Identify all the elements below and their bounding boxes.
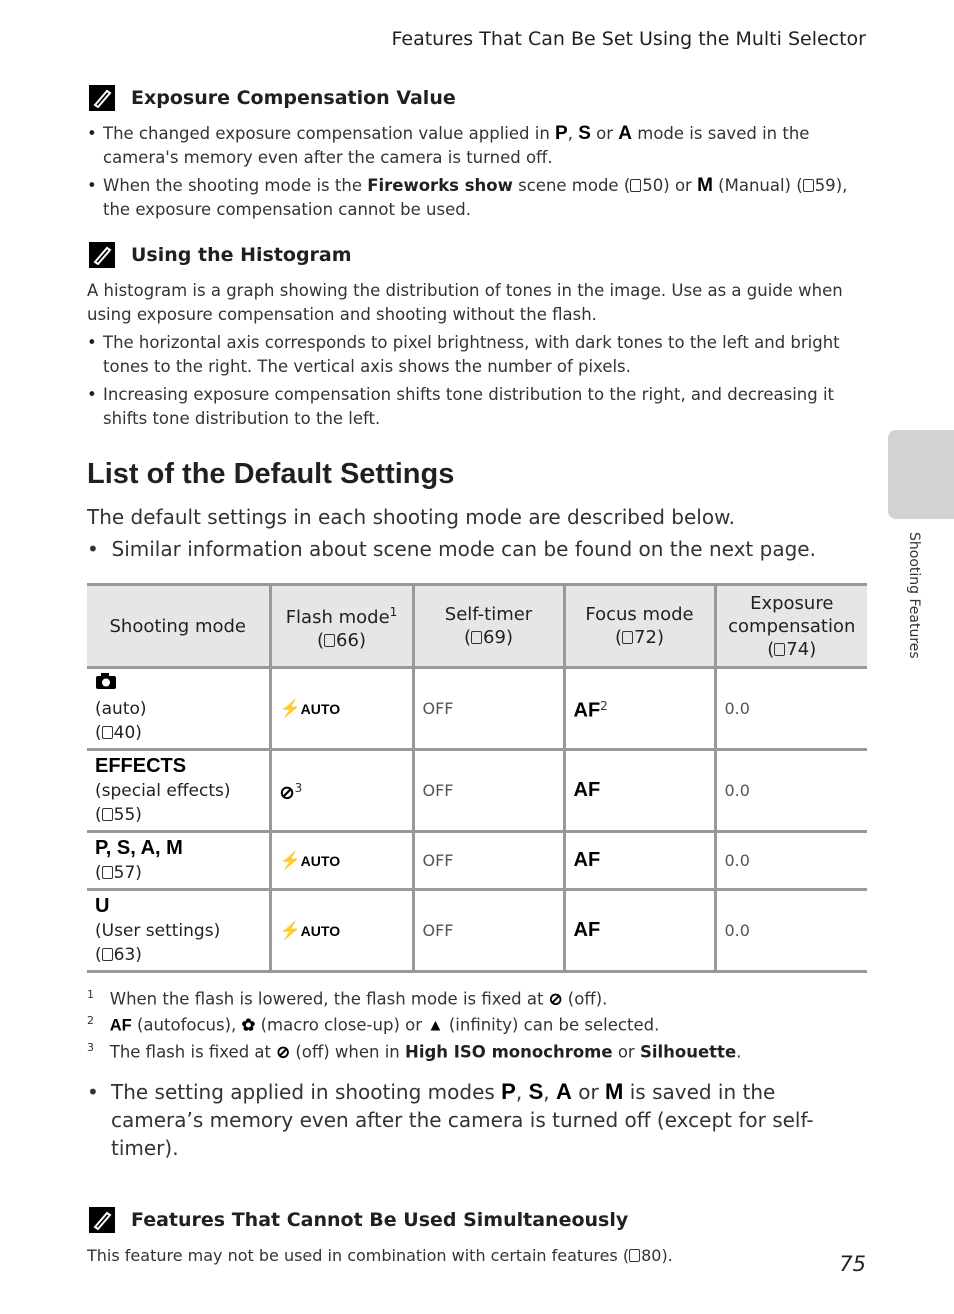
note-title: Features That Cannot Be Used Simultaneously [131, 1209, 629, 1231]
mode-cell: EFFECTS (special effects) ( 55) [87, 750, 270, 832]
page-ref-icon [102, 808, 113, 821]
paragraph: A histogram is a graph showing the distribution of tones in the image. Use as a guide when using exposure compensation and shooting without the flash. [87, 281, 843, 324]
macro-icon: ✿ [241, 1016, 256, 1035]
column-header: Shooting mode [87, 585, 270, 668]
default-settings-table [87, 583, 867, 973]
timer-cell: OFF [413, 668, 564, 750]
exposure-cell: 0.0 [715, 668, 867, 750]
flash-off-icon: ⊘ [279, 782, 295, 803]
bottom-bullet: • The setting applied in shooting modes P, S, A or M is saved in the camera’s memory even after the camera is turned off (except for self-timer). [87, 1079, 814, 1160]
focus-cell: $AF^2$ [564, 668, 715, 750]
list-item: • When the shooting mode is the Fireworks show scene mode ( 50) or M (Manual) ( 59), the exposure compensation cannot be used. [87, 174, 867, 222]
page-ref-icon [102, 948, 113, 961]
exposure-cell: 0.0 [715, 750, 867, 832]
flash-cell [270, 832, 413, 890]
histogram-note-body [87, 279, 867, 435]
section-bullet: • Similar information about scene mode can be found on the next page. [87, 537, 816, 561]
section-intro: The default settings in each shooting mode are described below. [87, 505, 735, 529]
camera-icon [95, 672, 117, 690]
flash-auto-icon: ⚡AUTO [279, 850, 341, 870]
mode-cell: P, S, A, M ( 57) [87, 832, 270, 890]
table-header-row [87, 585, 867, 668]
footnote-2: $^2$ AF (autofocus), ✿ (macro close-up) or ▲ (infinity) can be selected. [87, 1014, 660, 1035]
infinity-icon: ▲ [427, 1016, 444, 1035]
column-header: Flash mode$^1$ ( 66) [270, 585, 413, 668]
simultaneous-note-body: This feature may not be used in combination with certain features ( 80). [87, 1246, 673, 1265]
mode-cell: U (User settings) ( 63) [87, 890, 270, 972]
column-header: Self-timer ( 69) [413, 585, 564, 668]
note-icon [89, 1207, 115, 1233]
flash-auto-icon: ⚡AUTO [279, 698, 341, 718]
page-ref-icon [630, 179, 641, 192]
focus-cell: AF [564, 832, 715, 890]
table-row [87, 890, 867, 972]
flash-cell [270, 668, 413, 750]
exposure-cell: 0.0 [715, 832, 867, 890]
column-header: Focus mode ( 72) [564, 585, 715, 668]
column-header: Exposure compensation ( 74) [715, 585, 867, 668]
note-title: Using the Histogram [131, 244, 352, 266]
table-row [87, 832, 867, 890]
page-ref-icon [471, 631, 482, 644]
note-icon [89, 242, 115, 268]
table-row [87, 750, 867, 832]
page-number: 75 [839, 1252, 866, 1276]
flash-cell: ⊘$^3$ [270, 750, 413, 832]
page-ref-icon [102, 866, 113, 879]
timer-cell: OFF [413, 890, 564, 972]
focus-cell: AF [564, 750, 715, 832]
list-item: • Increasing exposure compensation shifts tone distribution to the right, and decreasing it shifts tone distribution to the left. [87, 383, 867, 431]
footnote-3: $^3$ The flash is fixed at ⊘ (off) when in High ISO monochrome or Silhouette. [87, 1041, 742, 1062]
flash-off-icon: ⊘ [548, 990, 563, 1009]
ec-note-body [87, 122, 867, 226]
mode-cell: (auto) ( 40) [87, 668, 270, 750]
page-ref-icon [803, 179, 814, 192]
section-heading: List of the Default Settings [87, 458, 455, 490]
flash-cell [270, 890, 413, 972]
timer-cell: OFF [413, 832, 564, 890]
section-tab-label: Shooting Features [906, 532, 922, 659]
page-ref-icon [324, 634, 335, 647]
flash-off-icon: ⊘ [276, 1043, 291, 1062]
exposure-cell: 0.0 [715, 890, 867, 972]
page-ref-icon [629, 1249, 640, 1262]
focus-cell: AF [564, 890, 715, 972]
flash-auto-icon: ⚡AUTO [279, 920, 341, 940]
table-row [87, 668, 867, 750]
running-header: Features That Can Be Set Using the Multi Selector [391, 28, 866, 50]
note-icon [89, 85, 115, 111]
footnote-1: $^1$ When the flash is lowered, the flash mode is fixed at ⊘ (off). [87, 988, 608, 1009]
list-item: • The horizontal axis corresponds to pixel brightness, with dark tones to the left and bright tones to the right. The vertical axis shows the number of pixels. [87, 331, 867, 379]
page-ref-icon [774, 643, 785, 656]
page-ref-icon [622, 631, 633, 644]
page-ref-icon [102, 726, 113, 739]
section-tab [888, 430, 954, 519]
timer-cell: OFF [413, 750, 564, 832]
note-title: Exposure Compensation Value [131, 87, 456, 109]
list-item: • The changed exposure compensation value applied in P, S or A mode is saved in the camera's memory even after the camera is turned off. [87, 122, 867, 170]
